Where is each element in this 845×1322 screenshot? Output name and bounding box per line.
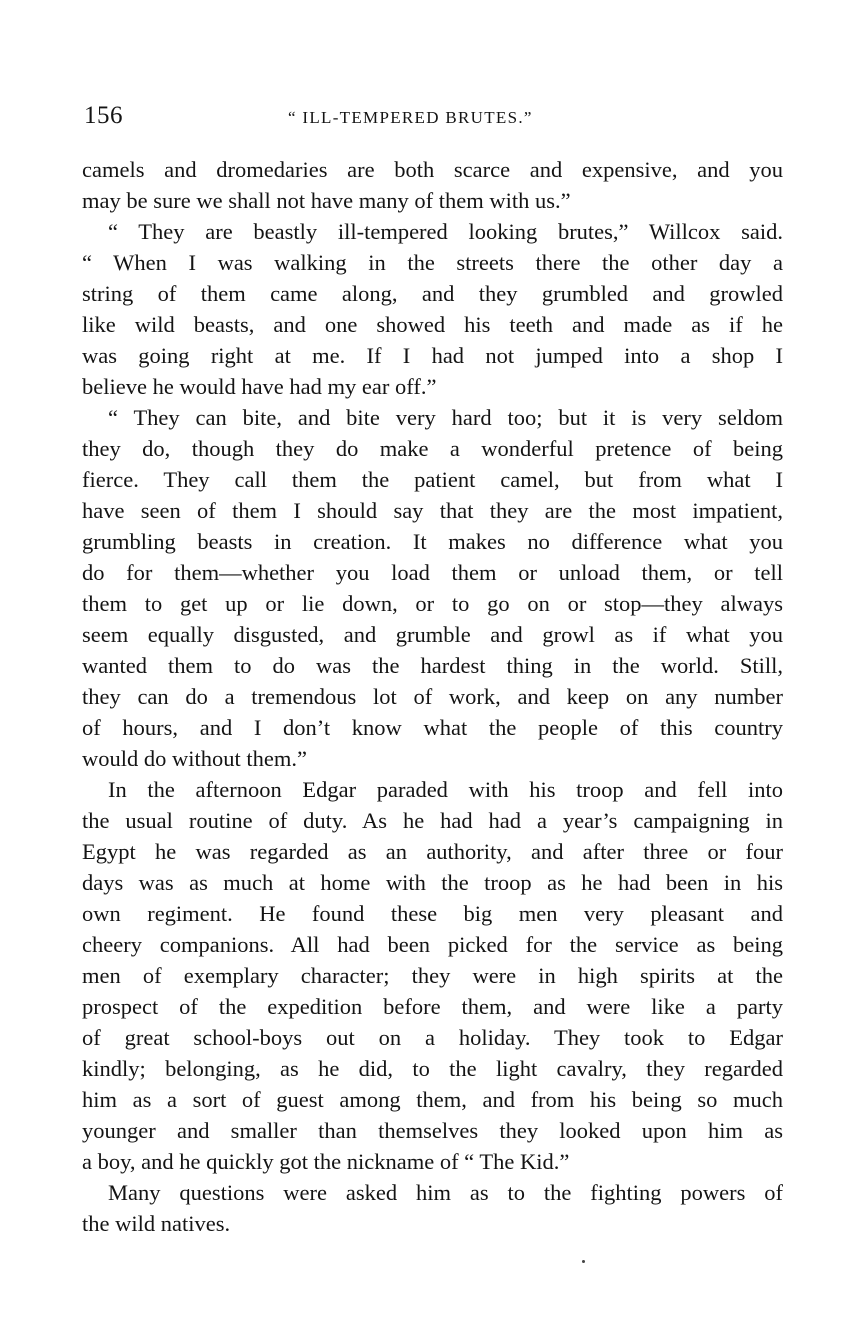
text-line: prospect of the expedition before them, and were like a party [82,994,783,1019]
text-line: the usual routine of duty. As he had had a year’s campaigning in [82,808,783,833]
text-line: a boy, and he quickly got the nickname of “ The Kid.” [82,1149,570,1174]
paragraph-3 [82,402,783,774]
text-line: kindly; belonging, as he did, to the light cavalry, they regarded [82,1056,783,1081]
text-line: days was as much at home with the troop as he had been in his [82,870,783,895]
text-line: the wild natives. [82,1211,231,1236]
text-line: him as a sort of guest among them, and from his being so much [82,1087,783,1112]
paragraph-2 [82,216,783,402]
text-line: seem equally disgusted, and grumble and growl as if what you [82,622,783,647]
text-line: wanted them to do was the hardest thing in the world. Still, [82,653,783,678]
text-line: grumbling beasts in creation. It makes no difference what you [82,529,783,554]
text-line: men of exemplary character; they were in high spirits at the [82,963,783,988]
text-line: string of them came along, and they grumbled and growled [82,281,783,306]
text-line: they can do a tremendous lot of work, and keep on any number [82,684,783,709]
text-line: would do without them.” [82,746,307,771]
paragraph-4 [82,774,783,1177]
text-line: may be sure we shall not have many of them with us.” [82,188,571,213]
book-page [82,100,783,1239]
text-line: fierce. They call them the patient camel, but from what I [82,467,783,492]
text-line: they do, though they do make a wonderful pretence of being [82,436,783,461]
text-line: like wild beasts, and one showed his teeth and made as if he [82,312,783,337]
text-line: believe he would have had my ear off.” [82,374,437,399]
text-line: “ They can bite, and bite very hard too; but it is very seldom [108,405,783,430]
text-line: them to get up or lie down, or to go on or stop—they always [82,591,783,616]
text-line: “ They are beastly ill-tempered looking brutes,” Willcox said. [108,219,783,244]
text-line: Egypt he was regarded as an authority, and after three or four [82,839,783,864]
paragraph-1 [82,154,783,216]
text-line: camels and dromedaries are both scarce and expensive, and you [82,157,783,182]
text-line: have seen of them I should say that they are the most impatient, [82,498,783,523]
text-line: In the afternoon Edgar paraded with his troop and fell into [108,777,783,802]
running-title: “ ILL-TEMPERED BRUTES.” [288,108,533,127]
page-number: 156 [84,102,123,129]
text-line: Many questions were asked him as to the fighting powers of [108,1180,783,1205]
paragraph-5 [82,1177,783,1239]
text-line: younger and smaller than themselves they looked upon him as [82,1118,783,1143]
running-head [82,100,783,136]
text-line: do for them—whether you load them or unload them, or tell [82,560,783,585]
text-line: cheery companions. All had been picked for the service as being [82,932,783,957]
text-line: of great school-boys out on a holiday. They took to Edgar [82,1025,783,1050]
text-line: was going right at me. If I had not jumped into a shop I [82,343,783,368]
print-speck [582,1260,585,1263]
text-line: of hours, and I don’t know what the people of this country [82,715,783,740]
text-line: “ When I was walking in the streets there the other day a [82,250,783,275]
text-line: own regiment. He found these big men very pleasant and [82,901,783,926]
